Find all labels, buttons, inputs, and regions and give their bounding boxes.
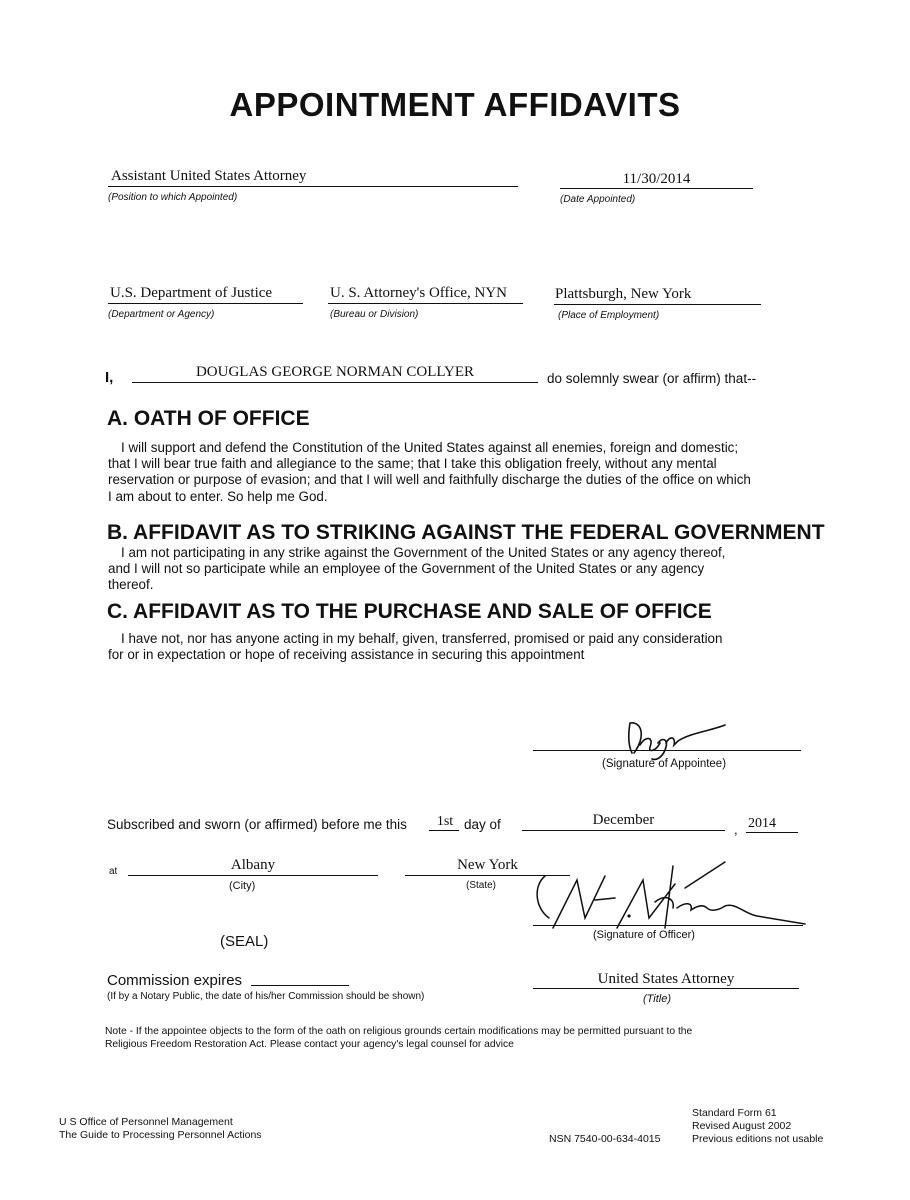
department-caption: (Department or Agency) xyxy=(108,309,215,320)
section-b-line: and I will not so participate while an employee of the Government of the United States or any agency xyxy=(108,561,705,577)
at-label: at xyxy=(109,866,118,877)
officer-signature-caption: (Signature of Officer) xyxy=(593,929,695,941)
commission-date-line[interactable] xyxy=(251,985,349,986)
officer-title-line[interactable] xyxy=(533,988,799,989)
note-line: Religious Freedom Restoration Act. Please contact your agency's legal counsel for advice xyxy=(105,1039,514,1050)
commission-note: (If by a Notary Public, the date of his/her Commission should be shown) xyxy=(107,991,425,1002)
appointee-name: DOUGLAS GEORGE NORMAN COLLYER xyxy=(195,364,475,380)
sworn-month: December xyxy=(592,812,655,828)
appointee-name-line[interactable] xyxy=(132,382,538,383)
section-b-heading: B. AFFIDAVIT AS TO STRIKING AGAINST THE FEDERAL GOVERNMENT xyxy=(107,521,825,544)
place-value: Plattsburgh, New York xyxy=(555,286,692,302)
section-c-text xyxy=(108,631,828,663)
appointee-signature-caption: (Signature of Appointee) xyxy=(602,758,727,770)
date-field-line[interactable] xyxy=(560,188,753,189)
section-a-line: I am about to enter. So help me God. xyxy=(108,488,328,504)
position-value: Assistant United States Attorney xyxy=(111,168,307,184)
religious-note xyxy=(105,1025,692,1051)
seal-label: (SEAL) xyxy=(220,933,269,950)
sworn-day-line[interactable] xyxy=(429,830,459,831)
date-value: 11/30/2014 xyxy=(622,171,691,187)
position-caption: (Position to which Appointed) xyxy=(108,192,238,203)
footer-right xyxy=(692,1107,823,1146)
footer-left xyxy=(59,1116,262,1142)
section-a-line: reservation or purpose of evasion; and that I will well and faithfully discharge the duties of the office on which xyxy=(108,472,751,488)
footer-guide: The Guide to Processing Personnel Actions xyxy=(59,1129,262,1141)
footer-nsn: NSN 7540-00-634-4015 xyxy=(549,1133,661,1145)
section-b-line: I am not participating in any strike against the Government of the United States or any agency thereof, xyxy=(121,545,726,560)
officer-title-value: United States Attorney xyxy=(597,971,735,987)
place-field-line[interactable] xyxy=(554,304,761,305)
section-a-text xyxy=(108,440,828,505)
appointee-signature-line[interactable] xyxy=(533,750,801,751)
footer-opm: U S Office of Personnel Management xyxy=(59,1116,233,1128)
officer-title-caption: (Title) xyxy=(643,993,672,1005)
section-a-line: that I will bear true faith and allegiance to the same; that I take this obligation freely, without any mental xyxy=(108,456,717,472)
place-caption: (Place of Employment) xyxy=(558,310,660,321)
oath-prefix: I, xyxy=(105,369,114,386)
department-field-line[interactable] xyxy=(108,303,303,304)
bureau-field-line[interactable] xyxy=(328,303,523,304)
bureau-value: U. S. Attorney's Office, NYN xyxy=(330,285,507,301)
page-title: APPOINTMENT AFFIDAVITS xyxy=(229,86,681,123)
section-a-line: I will support and defend the Constitution of the United States against all enemies, foreign and domestic; xyxy=(121,440,739,455)
city-caption: (City) xyxy=(229,880,256,892)
sworn-year-line[interactable] xyxy=(746,832,798,833)
footer-form-number: Standard Form 61 xyxy=(692,1107,777,1119)
section-c-heading: C. AFFIDAVIT AS TO THE PURCHASE AND SALE OF OFFICE xyxy=(107,600,712,623)
position-field-line[interactable] xyxy=(108,186,518,187)
sworn-month-line[interactable] xyxy=(522,830,725,831)
bureau-caption: (Bureau or Division) xyxy=(330,309,419,320)
oath-suffix: do solemnly swear (or affirm) that-- xyxy=(547,371,757,386)
city-line[interactable] xyxy=(128,875,378,876)
sworn-day-label: day of xyxy=(464,817,501,832)
footer-previous-editions: Previous editions not usable xyxy=(692,1133,824,1145)
sworn-day: 1st xyxy=(436,814,454,829)
state-caption: (State) xyxy=(466,880,497,891)
officer-signature-line[interactable] xyxy=(533,925,803,926)
commission-label: Commission expires xyxy=(107,972,243,989)
section-c-line: I have not, nor has anyone acting in my behalf, given, transferred, promised or paid any consideration xyxy=(121,631,723,646)
section-b-text xyxy=(108,545,828,594)
sworn-prefix: Subscribed and sworn (or affirmed) before me this xyxy=(107,817,407,832)
date-caption: (Date Appointed) xyxy=(560,194,636,205)
footer-revised: Revised August 2002 xyxy=(692,1120,792,1132)
section-b-line: thereof. xyxy=(108,577,154,593)
city-value: Albany xyxy=(230,857,276,873)
sworn-year: 2014 xyxy=(748,816,776,831)
note-line: Note - If the appointee objects to the form of the oath on religious grounds certain modifications may be permitted pursuant to the xyxy=(105,1026,693,1037)
section-a-heading: A. OATH OF OFFICE xyxy=(107,407,310,430)
department-value: U.S. Department of Justice xyxy=(110,285,273,301)
officer-signature xyxy=(525,858,810,938)
section-c-line: for or in expectation or hope of receiving assistance in securing this appointment xyxy=(108,647,585,663)
state-value: New York xyxy=(457,857,518,873)
